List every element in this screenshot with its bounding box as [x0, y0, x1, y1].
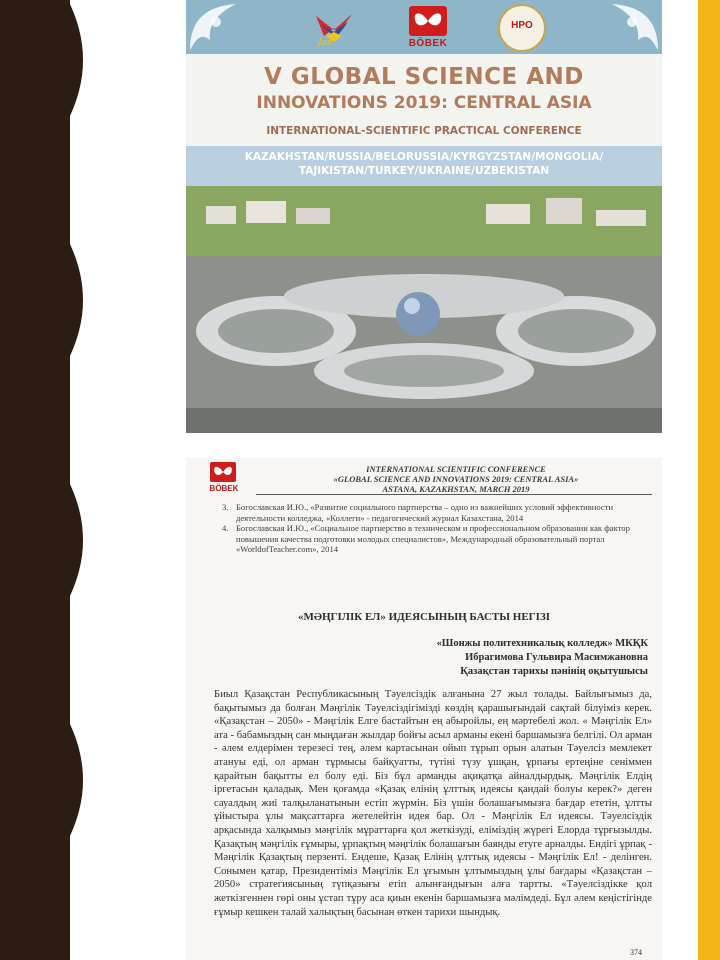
- reference-number: 4.: [222, 523, 229, 533]
- article-title: «МӘҢГІЛІК ЕЛ» ИДЕЯСЫНЫҢ БАСТЫ НЕГІЗІ: [297, 611, 551, 623]
- reference-item: [222, 523, 652, 555]
- author-position: Қазақстан тарихы пәнінің оқытушысы: [460, 666, 648, 677]
- article-logo-text: BÖBEK: [209, 484, 239, 493]
- author-name: Ибрагимова Гульвира Масимжановна: [465, 652, 648, 663]
- reference-text: Богославская И.Ю., «Развитие социального партнерства – одно из важнейших условий эффективности деятельности колледжа, «Коллеги» - педагогический журнал Казахстана, 2014: [236, 502, 614, 523]
- bobek-logo: [402, 6, 454, 50]
- wave-edge-decoration: [30, 0, 90, 960]
- countries-line1: KAZAKHSTAN/RUSSIA/BELORUSSIA/KYRGYZSTAN/MONGOLIA/: [244, 151, 604, 163]
- article-bobek-logo: [204, 462, 244, 492]
- bobek-logo-text: BÖBEK: [408, 38, 448, 49]
- poster-subtitle: INTERNATIONAL-SCIENTIFIC PRACTICAL CONFERENCE: [266, 125, 582, 137]
- header-divider: [256, 494, 652, 495]
- page-number: 374: [630, 948, 642, 957]
- right-gold-strip: [698, 0, 720, 960]
- participating-countries: [186, 150, 662, 178]
- header-line2: «GLOBAL SCIENCE AND INNOVATIONS 2019: CENTRAL ASIA»: [333, 474, 579, 484]
- header-line1: INTERNATIONAL SCIENTIFIC CONFERENCE: [366, 464, 546, 474]
- article-body: Биыл Қазақстан Республикасының Тәуелсіздік алғанына 27 жыл толады. Байлығымыз да, бақытымыз да болған Мәңгілік Тәуелсіздігімізді көздің қарашығындай сақтай білуіміз керек. «Қазақстан – 2050» - Мәңгілік Елге бастайтын ең абыройлы, ең мәртебелі жол. « Мәңгілік Ел» ата - бабамыздың сан мыңдаған жылдар бойғы асыл арманы екені баршамызға белгілі. Ол арман - әлем елдерімен терезесі тең, әлем картасынан ойып тұрып орын алатын Тәуелсіз мемлекет атануы еді, ол арман тұрмысы байқуатты, түтіні түзу ұшқан, ұрпағы ертеңіне сеніммен қарайтын бақытты ел болу еді. Біз бұл арманды ақиқатқа айналдырдық. Мәңгілік Елдің іргетасын қаладық. Мен қоғамда «Қазақ елінің ұлттық идеясы қандай болуы керек?» деген сауалдың жиі талқыланатынын естіп жүрмін. Біз үшін болашағымызға бағдар ететін, ұлтты ұйыстыра ұлы мақсаттарға жетелейтін идея бар. Ол - Мәңгілік Ел идеясы. Тәуелсіздік арқасында халқымыз мәңгілік мұраттарға қол жеткізуді, еліміздің жүрегі Елорда тұрғызылды. Қазақтың мәңгілік ғұмыры, ұрпақтың мәңгілік болашағын баянды етуге арналды. Ендігі ұрпақ - Мәңгілік Қазақтың перзенті. Ендеше, Қазақ Елінің ұлттық идеясы - Мәңгілік Ел! - делінген. Сонымен қатар, Президентіміз Мәңгілік Ел ұғымын ұлтымыздың ұлы бағдары «Қазақстан – 2050» стратегиясының түпқазығы етіп алынғандығын алға тартты. «Тәуелсіздікке қол жеткізгеннен гөрі оны ұстап тұру аса қиын екенін баршамызға мәлімдеді. Бұл әлем кеңістігінде ғұмыр кешкен талай халықтың басынан өткен тарихи шындық.: [214, 689, 652, 918]
- reference-text: Богославская И.Ю., «Социальное партнерство в техническом и профессиональном образовании как фактор повышения качества подготовки молодых специалистов», Международный образовательный портал «WorldofTeacher.com», 2014: [236, 523, 630, 554]
- references-list: [222, 502, 652, 555]
- countries-line2: TAJIKISTAN/TURKEY/UKRAINE/UZBEKISTAN: [298, 165, 550, 177]
- reference-item: [222, 502, 652, 523]
- butterfly-icon: [210, 462, 236, 482]
- astana-expo-photo: [186, 146, 662, 433]
- ornament-left-icon: [186, 0, 246, 54]
- ornament-right-icon: [602, 0, 662, 54]
- bobek-emblem: [409, 6, 447, 36]
- expo-city-illustration: [186, 146, 662, 433]
- article-bobek-emblem: [210, 462, 236, 482]
- poster-title-line2: INNOVATIONS 2019: CENTRAL ASIA: [256, 93, 592, 113]
- conference-poster: [186, 0, 662, 433]
- hpo-logo-text: HPO: [511, 20, 533, 31]
- header-line3: ASTANA, KAZAKHSTAN, MARCH 2019: [382, 484, 530, 494]
- jastar-logo: [312, 6, 356, 50]
- hpo-logo: [498, 4, 546, 52]
- author-institution: «Шонжы политехникалық колледж» МКҚК: [436, 638, 648, 649]
- poster-title-line1: V GLOBAL SCIENCE AND: [264, 64, 584, 90]
- butterfly-icon: [409, 6, 447, 36]
- poster-banner: [186, 0, 662, 54]
- jastar-logo-text: Jas: [318, 38, 332, 48]
- reference-number: 3.: [222, 502, 229, 512]
- article-page: [186, 458, 662, 960]
